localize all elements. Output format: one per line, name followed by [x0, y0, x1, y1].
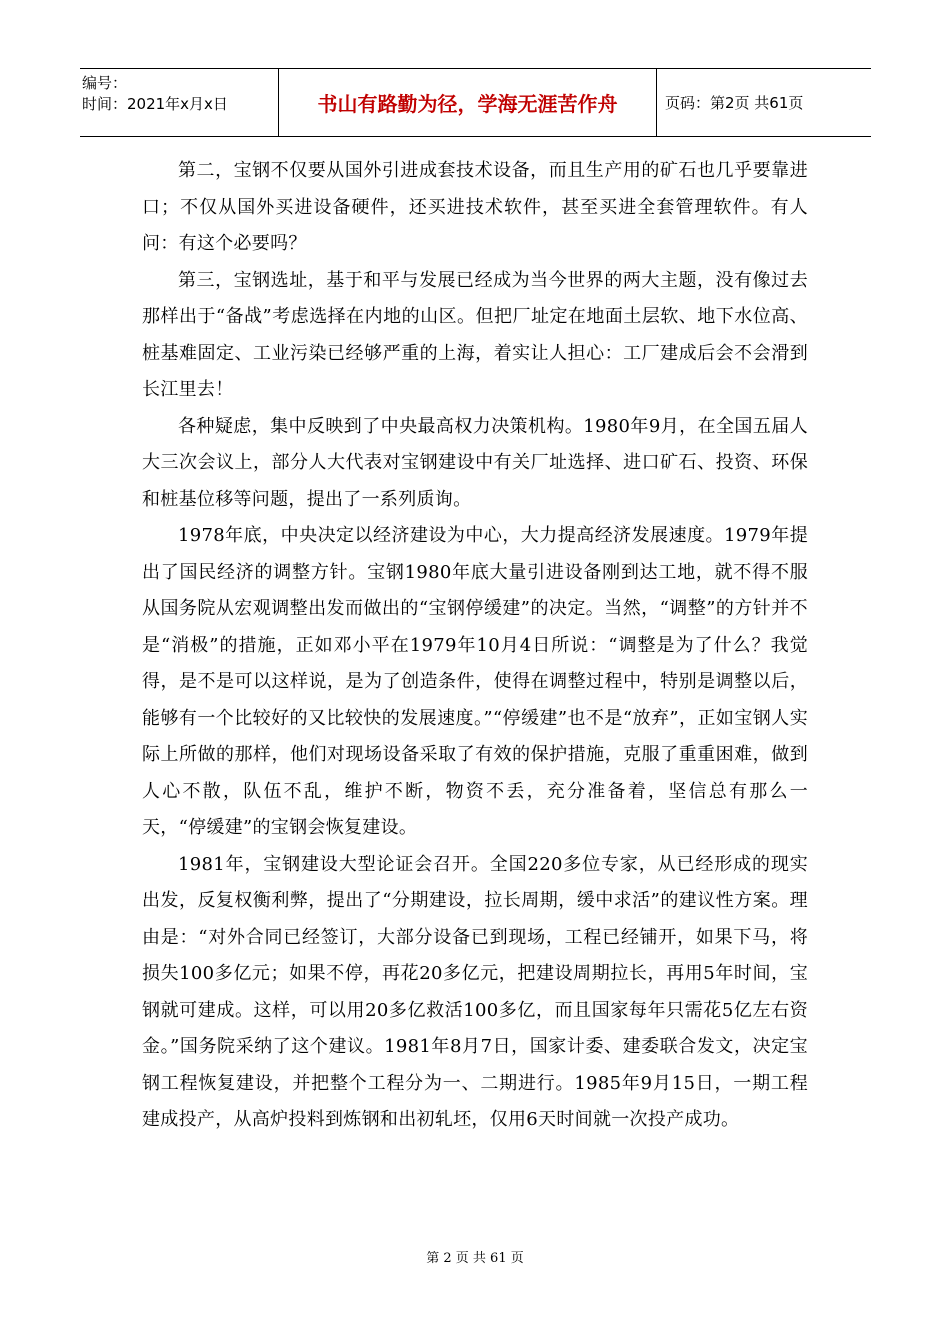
- paragraph: 1978年底，中央决定以经济建设为中心，大力提高经济发展速度。1979年提出了国民经济的调整方针。宝钢1980年底大量引进设备刚到达工地，就不得不服从国务院从宏观调整出发而做出的“宝钢停缓建”的决定。当然，“调整”的方针并不是“消极”的措施，正如邓小平在1979年10月4日所说：“调整是为了什么？我觉得，是不是可以这样说，是为了创造条件，使得在调整过程中，特别是调整以后，能够有一个比较好的又比较快的发展速度。”“停缓建”也不是“放弃”，正如宝钢人实际上所做的那样，他们对现场设备采取了有效的保护措施，克服了重重困难，做到人心不散，队伍不乱，维护不断，物资不丢，充分准备着，坚信总有那么一天，“停缓建”的宝钢会恢复建设。: [142, 525, 808, 838]
- paragraph: 各种疑虑，集中反映到了中央最高权力决策机构。1980年9月，在全国五届人大三次会议上，部分人大代表对宝钢建设中有关厂址选择、进口矿石、投资、环保和桩基位移等问题，提出了一系列质询。: [142, 415, 808, 510]
- page-header: [80, 68, 871, 137]
- header-meta-cell: [80, 69, 279, 136]
- paragraph: 1981年，宝钢建设大型论证会召开。全国220多位专家，从已经形成的现实出发，反复权衡利弊，提出了“分期建设，拉长周期，缓中求活”的建议性方案。理由是：“对外合同已经签订，大部分设备已到现场，工程已经铺开，如果下马，将损失100多亿元；如果不停，再花20多亿元，把建设周期拉长，再用5年时间，宝钢就可建成。这样，可以用20多亿救活100多亿，而且国家每年只需花5亿左右资金。”国务院采纳了这个建议。1981年8月7日，国家计委、建委联合发文，决定宝钢工程恢复建设，并把整个工程分为一、二期进行。1985年9月15日，一期工程建成投产，从高炉投料到炼钢和出初轧坯，仅用6天时间就一次投产成功。: [142, 853, 808, 1130]
- document-body: [142, 153, 808, 1139]
- document-date-label: 时间：2021年x月x日: [82, 95, 228, 113]
- header-page-info: 页码：第2页 共61页: [665, 94, 804, 112]
- header-motto: 书山有路勤为径，学海无涯苦作舟: [279, 69, 657, 136]
- paragraph: 第二，宝钢不仅要从国外引进成套技术设备，而且生产用的矿石也几乎要靠进口；不仅从国外买进设备硬件，还买进技术软件，甚至买进全套管理软件。有人问：有这个必要吗？: [142, 160, 808, 254]
- document-number-label: 编号：: [82, 74, 128, 92]
- paragraph: 第三，宝钢选址，基于和平与发展已经成为当今世界的两大主题，没有像过去那样出于“备战”考虑选择在内地的山区。但把厂址定在地面土层软、地下水位高、桩基难固定、工业污染已经够严重的上海，着实让人担心：工厂建成后会不会滑到长江里去！: [142, 269, 808, 400]
- page-footer: 第 2 页 共 61 页: [426, 1251, 524, 1266]
